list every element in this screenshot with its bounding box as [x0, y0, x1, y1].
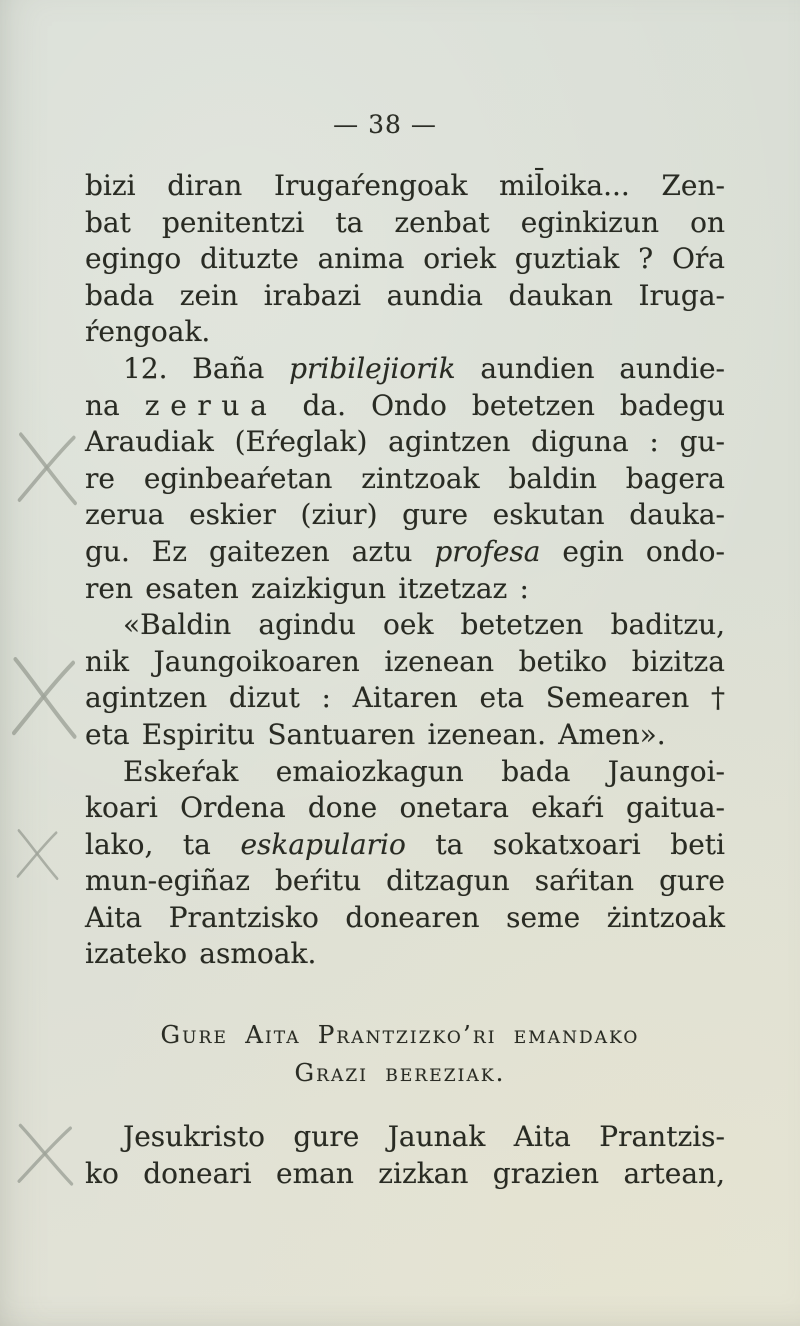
text-segment: agintzen dizut : Aitaren eta Semearen †	[85, 681, 725, 715]
text-segment: ŕengoak.	[85, 315, 211, 349]
text-segment: «Baldin agindu oek betetzen baditzu,	[123, 608, 725, 642]
text-line	[85, 754, 725, 791]
text-segment: aundien aundie-	[455, 351, 726, 385]
text-line	[85, 717, 725, 754]
text-segment: ta sokatxoari beti	[405, 827, 726, 861]
body-text	[85, 168, 725, 973]
letterspaced-text-segment: zerua	[144, 388, 278, 422]
text-segment: Aita Prantzisko donearen seme żintzoak	[85, 900, 725, 934]
text-line	[85, 607, 725, 644]
text-segment: Eskeŕak emaiozkagun bada Jaungoi-	[123, 754, 725, 788]
text-segment: bat penitentzi ta zenbat eginkizun on	[85, 205, 725, 239]
text-line	[85, 205, 725, 242]
text-line	[85, 388, 725, 425]
text-segment: nik Jaungoikoaren izenean betiko bizitza	[85, 644, 725, 678]
section-heading-line1: Gure Aita Prantzizko’ri emandako	[160, 1020, 640, 1049]
text-segment: da. Ondo betetzen badegu	[277, 388, 725, 422]
italic-text-segment: eskapulario	[240, 827, 406, 861]
text-line	[85, 497, 725, 534]
text-line	[85, 790, 725, 827]
text-segment: re eginbeaŕetan zintzoak baldin bagera	[85, 461, 725, 495]
text-line	[85, 827, 725, 864]
text-line	[85, 351, 725, 388]
text-segment: na	[85, 388, 145, 422]
text-line	[85, 936, 725, 973]
text-line	[85, 1118, 725, 1155]
text-line	[85, 1155, 725, 1192]
pencil-x-mark	[14, 826, 62, 882]
text-segment: egin ondo-	[540, 534, 725, 568]
text-line	[85, 900, 725, 937]
text-line	[85, 863, 725, 900]
text-segment: ko doneari eman zizkan grazien artean,	[85, 1156, 725, 1190]
tail-paragraph	[85, 1118, 725, 1191]
text-segment: izateko asmoak.	[85, 937, 317, 971]
text-segment: eta Espiritu Santuaren izenean. Amen».	[85, 717, 666, 751]
italic-text-segment: pribilejiorik	[289, 351, 456, 385]
text-segment: mun-egiñaz beŕitu ditzagun saŕitan gure	[85, 864, 725, 898]
text-line	[85, 461, 725, 498]
text-line	[85, 241, 725, 278]
text-line	[85, 424, 725, 461]
section-heading	[60, 1016, 740, 1092]
pencil-x-mark	[14, 1120, 78, 1188]
text-line	[85, 168, 725, 205]
text-segment: 12. Baña	[123, 351, 290, 385]
page-number: — 38 —	[333, 110, 437, 139]
text-segment: egingo dituzte anima oriek guztiak ? Oŕa	[85, 242, 725, 276]
text-segment: lako, ta	[85, 827, 241, 861]
text-line	[85, 644, 725, 681]
text-line	[85, 314, 725, 351]
italic-text-segment: profesa	[434, 534, 541, 568]
text-segment: zerua eskier (ziur) gure eskutan dauka-	[85, 498, 725, 532]
section-heading-line2: Grazi bereziak.	[294, 1058, 506, 1087]
text-segment: koari Ordena done onetara ekaŕi gaitua-	[85, 791, 725, 825]
text-line	[85, 534, 725, 571]
text-segment: gu. Ez gaitezen aztu	[85, 534, 435, 568]
text-segment: Araudiak (Eŕeglak) agintzen diguna : gu-	[85, 425, 725, 459]
pencil-x-mark	[14, 428, 82, 508]
text-segment: bada zein irabazi aundia daukan Iruga-	[85, 278, 725, 312]
text-line	[85, 571, 725, 608]
pencil-x-mark	[8, 652, 82, 742]
text-line	[85, 680, 725, 717]
text-segment: ren esaten zaizkigun itzetzaz :	[85, 571, 529, 605]
text-segment: Jesukristo gure Jaunak Aita Prantzis-	[123, 1120, 725, 1153]
text-segment: bizi diran Irugaŕengoak mil̄oika... Zen-	[85, 169, 725, 202]
text-line	[85, 278, 725, 315]
